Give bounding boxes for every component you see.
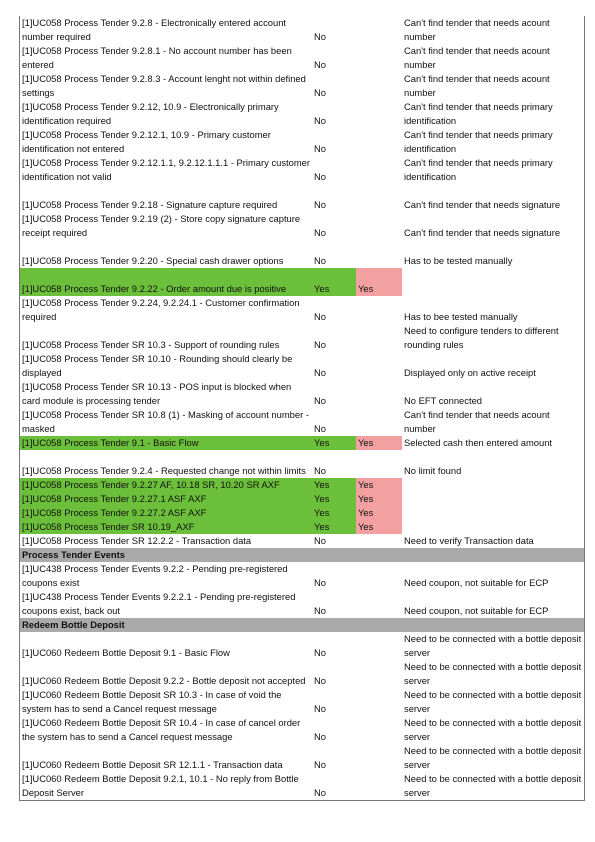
table-row — [20, 100, 585, 128]
table-row — [20, 716, 585, 744]
passed-cell — [356, 44, 402, 72]
tested-cell: No — [314, 423, 326, 435]
comment-cell: Displayed only on active receipt — [402, 352, 585, 380]
passed-cell — [356, 772, 402, 801]
comment-cell: Need to verify Transaction data — [402, 534, 585, 548]
passed-cell: Yes — [356, 268, 402, 296]
comment-cell: Can't find tender that needs acount number — [402, 16, 585, 44]
table-body — [20, 16, 585, 801]
requirement-cell: [1]UC058 Process Tender 9.2.27 AF, 10.18 SR, 10.20 SR AXF — [20, 478, 313, 492]
requirement-cell: [1]UC058 Process Tender 9.2.12.1.1, 9.2.12.1.1.1 - Primary customer identification not valid — [20, 156, 313, 184]
table-row — [20, 380, 585, 408]
table-row — [20, 534, 585, 548]
tested-cell: Yes — [312, 506, 356, 520]
table-row — [20, 296, 585, 324]
table-row — [20, 478, 585, 492]
comment-cell — [402, 492, 585, 506]
table-row — [20, 324, 585, 352]
table-row — [20, 632, 585, 660]
table-row — [20, 268, 585, 296]
comment-cell: Can't find tender that needs primary identification — [402, 100, 585, 128]
tested-cell: Yes — [312, 268, 356, 296]
tested-cell: No — [314, 605, 326, 617]
comment-cell: Can't find tender that needs acount number — [402, 44, 585, 72]
comment-cell: Need to be connected with a bottle deposit server — [402, 660, 585, 688]
table-row — [20, 352, 585, 380]
tested-cell: No — [314, 647, 326, 659]
requirement-cell: [1]UC058 Process Tender 9.2.19 (2) - Store copy signature capture receipt required — [20, 212, 313, 240]
requirement-cell: [1]UC058 Process Tender 9.2.22 - Order amount due is positive — [20, 268, 313, 296]
requirement-cell: [1]UC058 Process Tender SR 10.19_AXF — [20, 520, 313, 534]
table-row — [20, 408, 585, 436]
passed-cell — [356, 632, 402, 660]
tested-cell: No — [314, 115, 326, 127]
passed-cell — [356, 324, 402, 352]
passed-cell — [356, 716, 402, 744]
tested-cell: No — [314, 59, 326, 71]
tested-cell: No — [312, 772, 356, 801]
passed-cell — [356, 128, 402, 156]
requirement-cell: [1]UC438 Process Tender Events 9.2.2.1 - Pending pre-registered coupons exist, back out — [20, 590, 313, 618]
requirement-cell: [1]UC058 Process Tender 9.2.27.1 ASF AXF — [20, 492, 313, 506]
passed-cell — [356, 16, 402, 44]
requirement-cell: [1]UC058 Process Tender 9.2.8 - Electronically entered account number required — [20, 16, 313, 44]
requirement-cell: [1]UC060 Redeem Bottle Deposit SR 12.1.1 - Transaction data — [20, 744, 313, 772]
tested-cell: No — [314, 311, 326, 323]
requirement-cell: [1]UC058 Process Tender 9.2.24, 9.2.24.1 - Customer confirmation required — [20, 296, 313, 324]
passed-cell — [356, 72, 402, 100]
comment-cell: Need to be connected with a bottle deposit server — [402, 688, 585, 716]
passed-cell — [356, 100, 402, 128]
comment-cell: Selected cash then entered amount — [402, 436, 585, 450]
requirement-cell: [1]UC058 Process Tender SR 10.10 - Rounding should clearly be displayed — [20, 352, 313, 380]
requirement-cell: [1]UC058 Process Tender SR 10.8 (1) - Masking of account number - masked — [20, 408, 313, 436]
passed-cell — [356, 744, 402, 772]
comment-cell — [402, 268, 585, 296]
comment-cell: Can't find tender that needs signature — [402, 184, 585, 212]
requirement-cell: [1]UC060 Redeem Bottle Deposit 9.2.1, 10.1 - No reply from Bottle Deposit Server — [20, 772, 313, 801]
requirement-cell: [1]UC058 Process Tender SR 10.13 - POS input is blocked when card module is processing tender — [20, 380, 313, 408]
tested-cell: No — [314, 255, 326, 267]
requirement-cell: [1]UC058 Process Tender 9.2.27.2 ASF AXF — [20, 506, 313, 520]
passed-cell — [356, 408, 402, 436]
table-row — [20, 660, 585, 688]
requirement-cell: [1]UC060 Redeem Bottle Deposit 9.1 - Basic Flow — [20, 632, 313, 660]
passed-cell — [356, 240, 402, 268]
comment-cell: Need to be connected with a bottle deposit server — [402, 744, 585, 772]
tested-cell: No — [314, 87, 326, 99]
table-row — [20, 562, 585, 590]
table-row — [20, 44, 585, 72]
passed-cell — [356, 156, 402, 184]
comment-cell: No limit found — [402, 450, 585, 478]
passed-cell: Yes — [356, 478, 402, 492]
requirement-cell: [1]UC058 Process Tender 9.2.18 - Signature capture required — [20, 184, 313, 212]
tested-cell: No — [314, 759, 326, 771]
passed-cell: Yes — [356, 492, 402, 506]
section-title: Process Tender Events — [20, 548, 585, 562]
comment-cell: Need to be connected with a bottle deposit server — [402, 772, 585, 801]
requirement-cell: [1]UC058 Process Tender 9.2.8.3 - Account lenght not within defined settings — [20, 72, 313, 100]
comment-cell: No EFT connected — [402, 380, 585, 408]
requirement-cell: [1]UC438 Process Tender Events 9.2.2 - Pending pre-registered coupons exist — [20, 562, 313, 590]
table-row — [20, 240, 585, 268]
table-row — [20, 520, 585, 534]
test-results-table — [19, 16, 585, 801]
passed-cell — [356, 534, 402, 548]
table-row — [20, 436, 585, 450]
tested-cell: No — [314, 577, 326, 589]
comment-cell: Need to configure tenders to different rounding rules — [402, 324, 585, 352]
section-header-row — [20, 618, 585, 632]
tested-cell: Yes — [312, 478, 356, 492]
requirement-cell: [1]UC060 Redeem Bottle Deposit SR 10.4 - In case of cancel order the system has to send a Cancel request message — [20, 716, 313, 744]
section-header-row — [20, 548, 585, 562]
tested-cell: No — [314, 171, 326, 183]
tested-cell: No — [314, 731, 326, 743]
comment-cell — [402, 478, 585, 492]
tested-cell: No — [314, 395, 326, 407]
tested-cell: Yes — [312, 520, 356, 534]
tested-cell: No — [314, 535, 326, 547]
tested-cell: Yes — [312, 492, 356, 506]
table-row — [20, 744, 585, 772]
comment-cell: Can't find tender that needs acount number — [402, 408, 585, 436]
requirement-cell: [1]UC058 Process Tender 9.2.12, 10.9 - Electronically primary identification required — [20, 100, 313, 128]
comment-cell: Can't find tender that needs primary identification — [402, 156, 585, 184]
passed-cell — [356, 184, 402, 212]
passed-cell — [356, 590, 402, 618]
comment-cell: Can't find tender that needs signature — [402, 212, 585, 240]
tested-cell: Yes — [312, 436, 356, 450]
table-row — [20, 590, 585, 618]
requirement-cell: [1]UC060 Redeem Bottle Deposit SR 10.3 - In case of void the system has to send a Cancel request message — [20, 688, 313, 716]
table-row — [20, 688, 585, 716]
passed-cell: Yes — [356, 520, 402, 534]
table-row — [20, 212, 585, 240]
passed-cell — [356, 450, 402, 478]
passed-cell: Yes — [356, 506, 402, 520]
table-row — [20, 184, 585, 212]
table-row — [20, 772, 585, 801]
requirement-cell: [1]UC058 Process Tender SR 12.2.2 - Transaction data — [20, 534, 313, 548]
requirement-cell: [1]UC058 Process Tender 9.2.20 - Special cash drawer options — [20, 240, 313, 268]
requirement-cell: [1]UC058 Process Tender 9.1 - Basic Flow — [20, 436, 313, 450]
table-row — [20, 16, 585, 44]
comment-cell: Has to bee tested manually — [402, 296, 585, 324]
tested-cell: No — [314, 31, 326, 43]
table-row — [20, 450, 585, 478]
tested-cell: No — [314, 199, 326, 211]
passed-cell — [356, 660, 402, 688]
comment-cell: Need to be connected with a bottle deposit server — [402, 716, 585, 744]
comment-cell: Need to be connected with a bottle deposit server — [402, 632, 585, 660]
passed-cell — [356, 212, 402, 240]
comment-cell: Has to be tested manually — [402, 240, 585, 268]
tested-cell: No — [314, 143, 326, 155]
comment-cell: Can't find tender that needs primary identification — [402, 128, 585, 156]
requirement-cell: [1]UC058 Process Tender 9.2.4 - Requested change not within limits — [20, 450, 313, 478]
requirement-cell: [1]UC058 Process Tender 9.2.12.1, 10.9 - Primary customer identification not entered — [20, 128, 313, 156]
tested-cell: No — [314, 367, 326, 379]
comment-cell: Need coupon, not suitable for ECP — [402, 590, 585, 618]
passed-cell: Yes — [356, 436, 402, 450]
passed-cell — [356, 688, 402, 716]
comment-cell: Need coupon, not suitable for ECP — [402, 562, 585, 590]
requirement-cell: [1]UC060 Redeem Bottle Deposit 9.2.2 - Bottle deposit not accepted — [20, 660, 313, 688]
table-row — [20, 128, 585, 156]
table-row — [20, 506, 585, 520]
comment-cell — [402, 506, 585, 520]
passed-cell — [356, 380, 402, 408]
tested-cell: No — [314, 703, 326, 715]
requirement-cell: [1]UC058 Process Tender SR 10.3 - Support of rounding rules — [20, 324, 313, 352]
passed-cell — [356, 562, 402, 590]
section-title: Redeem Bottle Deposit — [20, 618, 585, 632]
test-results-sheet — [19, 16, 582, 801]
tested-cell: No — [314, 675, 326, 687]
table-row — [20, 492, 585, 506]
comment-cell: Can't find tender that needs acount number — [402, 72, 585, 100]
passed-cell — [356, 352, 402, 380]
tested-cell: No — [314, 465, 326, 477]
table-row — [20, 156, 585, 184]
table-row — [20, 72, 585, 100]
tested-cell: No — [314, 339, 326, 351]
passed-cell — [356, 296, 402, 324]
requirement-cell: [1]UC058 Process Tender 9.2.8.1 - No account number has been entered — [20, 44, 313, 72]
comment-cell — [402, 520, 585, 534]
tested-cell: No — [314, 227, 326, 239]
